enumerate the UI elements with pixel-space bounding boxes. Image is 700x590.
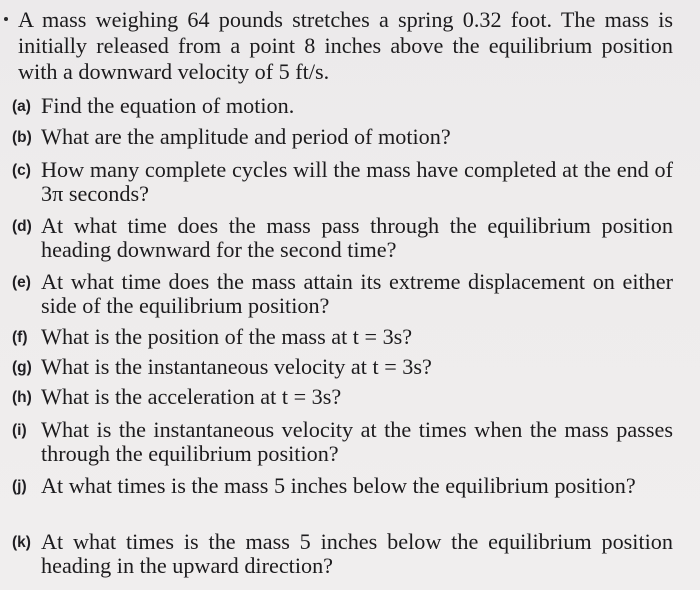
part-letter: (g) [12,359,32,376]
part-letter: (e) [12,274,31,291]
part-text: What is the instantaneous velocity at t = 3s? [41,354,432,379]
part-letter: (b) [12,129,32,146]
part-letter: (j) [12,478,27,495]
part-text: What is the position of the mass at t = 3s? [41,324,413,349]
part-text: What is the instantaneous velocity at the times when the mass passes through the equilibrium position? [41,417,673,466]
margin-dot [4,17,8,21]
problem-statement: A mass weighing 64 pounds stretches a spring 0.32 foot. The mass is initially released from a point 8 inches above the equilibrium position with a downward velocity of 5 ft/s. [18,7,673,84]
part-text: Find the equation of motion. [41,93,295,118]
part-letter: (a) [12,98,31,115]
part-letter: (f) [12,329,28,346]
part-text: At what time does the mass attain its extreme displacement on either side of the equilibrium position? [41,269,673,318]
part-text: How many complete cycles will the mass have completed at the end of 3π seconds? [41,157,673,206]
part-letter: (k) [12,534,31,551]
part-text: What is the acceleration at t = 3s? [41,384,342,409]
part-text: What are the amplitude and period of motion? [41,124,451,149]
part-text: At what times is the mass 5 inches below the equilibrium position? [41,473,636,498]
part-letter: (d) [12,218,32,235]
part-text: At what time does the mass pass through the equilibrium position heading downward for the second time? [41,213,673,262]
part-text: At what times is the mass 5 inches below the equilibrium position heading in the upward direction? [41,529,673,578]
part-letter: (i) [12,422,27,439]
part-letter: (c) [12,162,31,179]
part-letter: (h) [12,389,32,406]
